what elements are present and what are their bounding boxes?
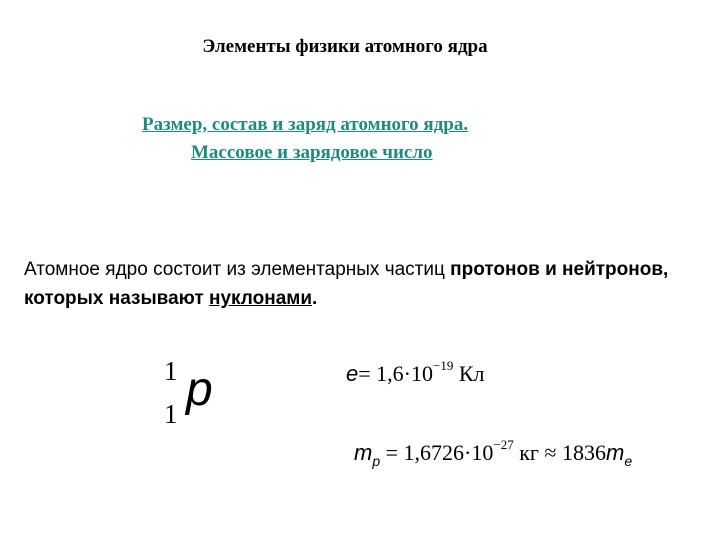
mass-dot: ·: [464, 440, 472, 465]
mass-subscript: p: [372, 453, 381, 469]
charge-dot: ·: [403, 361, 411, 386]
electron-mass-subscript: e: [624, 453, 633, 469]
mass-variable: m: [354, 440, 373, 465]
nucleons-term: нуклонами: [209, 288, 313, 309]
charge-unit: Кл: [453, 361, 485, 386]
charge-base: 10: [411, 361, 433, 386]
mass-unit: кг ≈: [513, 440, 563, 465]
mass-formula: [354, 437, 633, 469]
subtitle-line-1: Размер, состав и заряд атомного ядра.: [142, 114, 469, 135]
proton-symbol: p: [186, 363, 213, 416]
paragraph-text: Атомное ядро состоит из элементарных частиц: [24, 259, 451, 280]
proton-nuclide-symbol: [164, 356, 244, 436]
charge-mantissa: 1,6: [370, 361, 404, 386]
paragraph-end: .: [312, 288, 318, 309]
charge-number: 1: [164, 399, 178, 429]
mass-ratio: 1836: [562, 440, 607, 465]
electron-mass-variable: m: [606, 440, 625, 465]
mass-mantissa: 1,6726: [403, 440, 465, 465]
paragraph-bold-span: протонов и нейтронов, которых называют: [24, 259, 669, 309]
subtitle-line-2: Массовое и зарядовое число: [191, 142, 433, 163]
charge-variable: e: [346, 361, 359, 386]
slide-title: Элементы физики атомного ядра: [202, 36, 488, 57]
charge-equals: =: [358, 361, 371, 386]
mass-base: 10: [471, 440, 494, 465]
mass-exponent: −27: [493, 437, 514, 452]
mass-equals: =: [380, 440, 404, 465]
body-paragraph: [24, 255, 684, 313]
charge-exponent: −19: [433, 358, 454, 373]
charge-formula: [346, 358, 485, 387]
mass-number: 1: [164, 356, 178, 386]
